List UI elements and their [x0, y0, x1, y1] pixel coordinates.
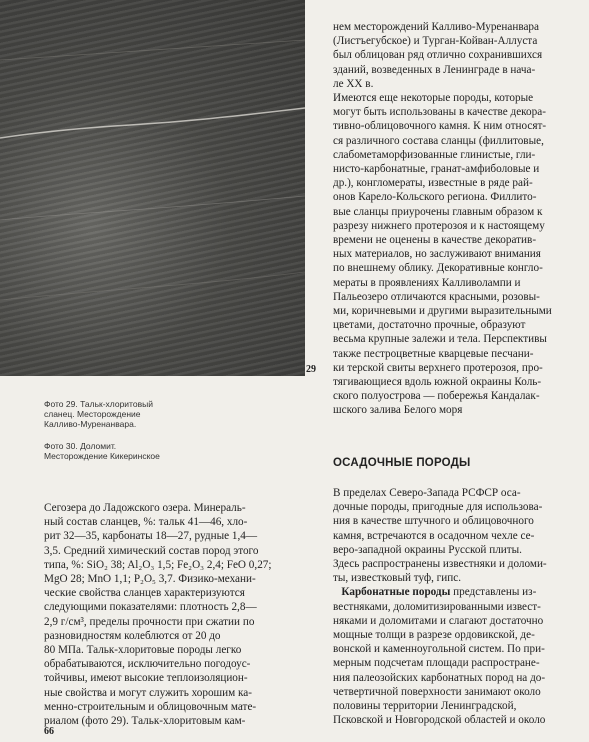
text-line: обрабатываются, исключительно погодоус‑	[44, 658, 251, 671]
text-line: 80 МПа. Тальк‑хлоритовые породы легко	[44, 644, 242, 657]
caption-line: Фото 30. Доломит.	[44, 441, 117, 451]
carbonate-rocks-term: Карбонатные породы	[341, 586, 451, 599]
text-line: нем месторождений Калливо‑Муренанвара	[333, 21, 539, 33]
text-line: камня, встречаются в осадочном чехле се‑	[333, 529, 535, 542]
right-column-bottom-text	[333, 486, 589, 727]
text-line: ле XX в.	[333, 77, 374, 90]
text-line: онов Карело‑Кольского региона. Филлито‑	[333, 191, 537, 204]
left-column-text	[44, 501, 299, 728]
text-line: 2,9 г/см³, пределы прочности при сжатии по	[44, 615, 255, 628]
text-line: MgO 28; MnO 1,1; P₂O₅ 3,7. Физико‑механи‑	[44, 573, 256, 586]
text-line: могут быть использованы в качестве декора‑	[333, 106, 546, 119]
caption-line: Фото 29. Тальк‑хлоритовый	[44, 399, 153, 409]
text-line: 3,5. Средний химический состав пород этого	[44, 544, 259, 557]
text-line: следующими показателями: плотность 2,8—	[44, 601, 257, 614]
text-line: мерным подсчетам площади распростране‑	[333, 657, 540, 670]
text-line: тивно‑облицовочного камня. К ним относят‑	[333, 120, 547, 133]
text-line: ся различного состава сланцы (филлитовые,	[333, 134, 544, 147]
text-line: Пальеозеро отличаются красными, розовы‑	[333, 290, 540, 303]
caption-line: Месторождение Кикеринское	[44, 451, 160, 461]
caption-line: Калливо‑Муренанвара.	[44, 419, 137, 429]
text-line: ные свойства и могут служить хорошим ка‑	[44, 686, 252, 699]
text-line: цветами, достаточно прочные, образуют	[333, 319, 526, 332]
text-line: рит 32—35, карбонаты 18—27, рудные 1,4—	[44, 530, 258, 543]
rock-texture	[0, 0, 305, 376]
text-line: тойчивы, имеют высокие теплоизоляцион‑	[44, 672, 248, 685]
text-line: дочные породы, пригодные для использова‑	[333, 501, 543, 514]
text-line: был облицован ряд отлично сохранившихся	[333, 49, 543, 62]
right-column-top-text	[333, 20, 589, 418]
text-line: вые сланцы приурочены главным образом к	[333, 205, 543, 218]
text-line: зданий, возведенных в Ленинграде в нача‑	[333, 63, 536, 76]
photo-number: 29	[306, 364, 316, 375]
text-line: Имеются еще некоторые породы, которые	[333, 92, 534, 105]
text-line: вонской и каменноугольной систем. По при‑	[333, 643, 545, 656]
text-line: тягивающиеся вдоль южной окраины Коль‑	[333, 376, 542, 389]
text-line: няками и доломитами и слагают достаточно	[333, 614, 544, 627]
text-line: половины территории Ленинградской,	[333, 700, 517, 713]
text-line: ный состав сланцев, %: тальк 41—46, хло‑	[44, 516, 248, 529]
text-line: ческие свойства сланцев характеризуются	[44, 587, 245, 600]
text-line: ки терской свиты верхнего протерозоя, про‑	[333, 361, 543, 374]
caption-photo-30	[44, 441, 160, 461]
text-line: ных материалов, но заслуживают внимания	[333, 248, 541, 261]
section-heading: ОСАДОЧНЫЕ ПОРОДЫ	[333, 457, 471, 469]
text-line: вестняками, доломитизированными извест‑	[333, 600, 541, 613]
text-line: типа, %: SiO₂ 38; Al₂O₃ 1,5; Fe₂O₃ 2,4; FeO 0,27;	[44, 558, 272, 571]
text-line: ми, коричневыми и другими выразительными	[333, 305, 552, 318]
text-line: ского полуострова — побережья Кандалак‑	[333, 390, 540, 403]
text-line: нисто‑карбонатные, гранат‑амфиболовые и	[333, 163, 540, 176]
text-line: слабометаморфизованные глинистые, гли‑	[333, 148, 536, 161]
text-line: ты, известковый туф, гипс.	[333, 572, 461, 585]
text-line: Сегозера до Ладожского озера. Минераль‑	[44, 502, 246, 514]
text-line: Псковской и Новгородской областей и около	[333, 714, 546, 727]
text-line: мощные толщи в разрезе ордовикской, де‑	[333, 629, 535, 642]
text-line: (Листъегубское) и Турган‑Койван‑Аллуста	[333, 35, 538, 48]
text-line: времени не оценены в качестве декоратив‑	[333, 234, 537, 247]
text-line: веро‑западной окраины Русской плиты.	[333, 543, 522, 556]
text-line: весьма крупные залежи и тела. Перспективы	[333, 333, 547, 346]
text-fragment: представлены из‑	[450, 586, 537, 599]
text-line: четвертичной поверхности занимают около	[333, 685, 541, 698]
text-line: разновидностям колеблются от 20 до	[44, 629, 221, 642]
text-line: Здесь распространены известняки и доломи‑	[333, 558, 547, 571]
text-line: также пестроцветные кварцевые песчани‑	[333, 347, 534, 360]
text-line: по внешнему облику. Декоративные конгло‑	[333, 262, 543, 275]
text-line: шского залива Белого моря	[333, 404, 463, 417]
text-line: мераты в проявлениях Калливолампи и	[333, 276, 521, 289]
text-line: менно‑строительным и облицовочным мате‑	[44, 700, 257, 713]
text-line: риалом (фото 29). Тальк‑хлоритовым кам‑	[44, 715, 246, 728]
caption-photo-29	[44, 399, 153, 429]
caption-line: сланец. Месторождение	[44, 409, 141, 419]
page-number: 66	[44, 726, 54, 737]
text-line: В пределах Северо‑Запада РСФСР оса‑	[333, 487, 521, 499]
text-line: др.), конгломераты, известные в ряде рай‑	[333, 177, 533, 190]
text-line: разрезу нижнего протерозоя и к настоящему	[333, 219, 545, 232]
text-line: ния палеозойских карбонатных пород на до‑	[333, 671, 546, 684]
text-line	[333, 585, 589, 599]
photo-29-talc-chlorite-schist	[0, 0, 305, 376]
text-line: ния в качестве штучного и облицовочного	[333, 515, 534, 528]
